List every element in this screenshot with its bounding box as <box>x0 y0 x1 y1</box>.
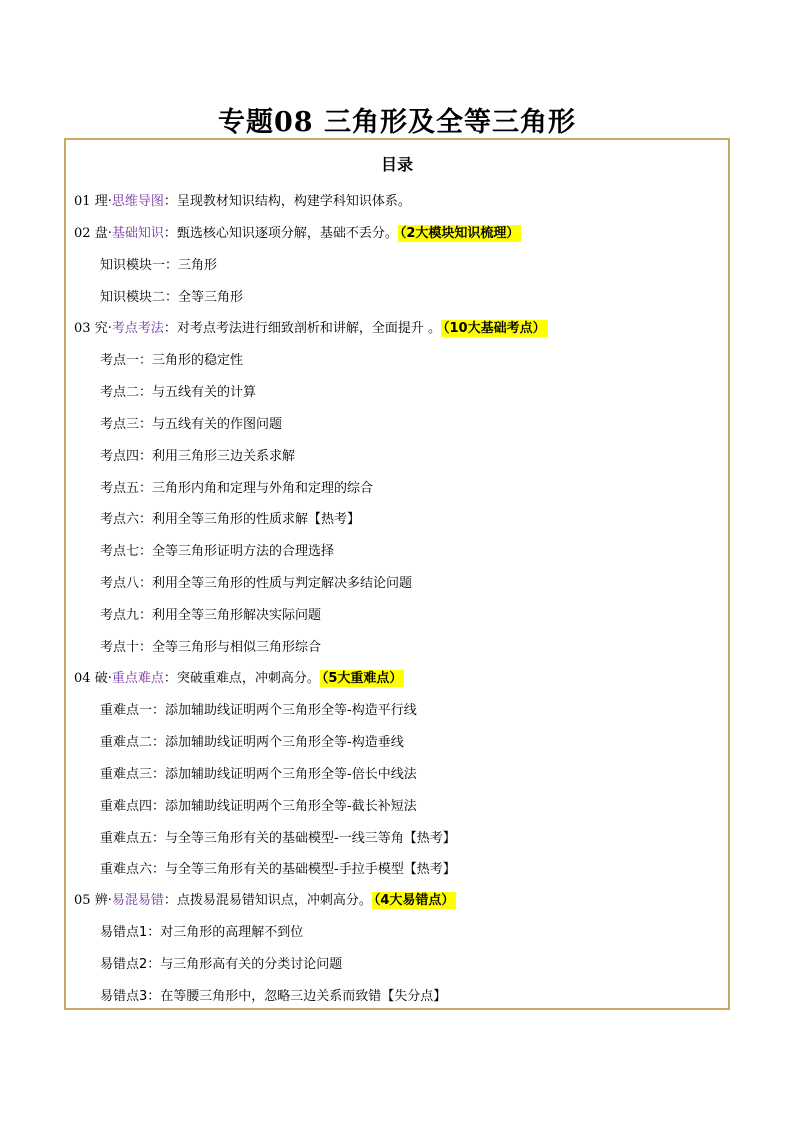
section-badge: （4大易错点） <box>373 893 455 908</box>
section-prefix: 理· <box>94 194 112 209</box>
toc-item[interactable]: 重难点六：与全等三角形有关的基础模型-手拉手模型【热考】 <box>100 862 456 877</box>
toc-section-03[interactable] <box>74 319 548 339</box>
toc-heading: 目录 <box>380 155 413 174</box>
section-number: 05 <box>74 893 91 908</box>
toc-item[interactable]: 考点十：全等三角形与相似三角形综合 <box>100 640 322 655</box>
toc-item[interactable]: 易错点2：与三角形高有关的分类讨论问题 <box>100 957 343 972</box>
section-desc: ：对考点考法进行细致剖析和讲解，全面提升 。 <box>163 321 441 336</box>
toc-item[interactable]: 重难点五：与全等三角形有关的基础模型-一线三等角【热考】 <box>100 831 456 846</box>
toc-item[interactable]: 考点五：三角形内角和定理与外角和定理的综合 <box>100 481 374 496</box>
section-badge: （2大模块知识梳理） <box>399 226 520 241</box>
toc-item[interactable]: 重难点二：添加辅助线证明两个三角形全等-构造垂线 <box>100 735 404 750</box>
toc-item[interactable]: 知识模块二：全等三角形 <box>100 290 244 305</box>
toc-section-04[interactable] <box>74 669 404 689</box>
section-desc: ：点拨易混易错知识点，冲刺高分。 <box>163 893 372 908</box>
toc-item[interactable]: 易错点3：在等腰三角形中，忽略三边关系而致错【失分点】 <box>100 989 447 1004</box>
section-badge: （10大基础考点） <box>442 321 546 336</box>
toc-box <box>64 138 730 1010</box>
toc-item[interactable]: 易错点1：对三角形的高理解不到位 <box>100 925 304 940</box>
toc-item[interactable]: 考点一：三角形的稳定性 <box>100 353 244 368</box>
section-number: 02 <box>74 226 91 241</box>
section-prefix: 破· <box>94 671 112 686</box>
toc-item[interactable]: 重难点三：添加辅助线证明两个三角形全等-倍长中线法 <box>100 767 417 782</box>
toc-item[interactable]: 考点七：全等三角形证明方法的合理选择 <box>100 544 335 559</box>
toc-item[interactable]: 重难点一：添加辅助线证明两个三角形全等-构造平行线 <box>100 703 417 718</box>
section-prefix: 究· <box>94 321 112 336</box>
toc-item[interactable]: 考点四：利用三角形三边关系求解 <box>100 449 296 464</box>
section-desc: ：呈现教材知识结构，构建学科知识体系。 <box>163 194 411 209</box>
section-desc: ：甄选核心知识逐项分解，基础不丢分。 <box>163 226 398 241</box>
toc-item[interactable]: 考点八：利用全等三角形的性质与判定解决多结论问题 <box>100 576 413 591</box>
toc-section-01[interactable] <box>74 192 411 212</box>
section-keyword: 重点难点 <box>111 671 164 686</box>
toc-item[interactable]: 考点六：利用全等三角形的性质求解【热考】 <box>100 512 361 527</box>
section-number: 01 <box>74 194 91 209</box>
toc-item[interactable]: 重难点四：添加辅助线证明两个三角形全等-截长补短法 <box>100 799 417 814</box>
toc-item[interactable]: 考点二：与五线有关的计算 <box>100 385 257 400</box>
section-number: 04 <box>74 671 91 686</box>
toc-section-05[interactable] <box>74 891 456 911</box>
toc-item[interactable]: 知识模块一：三角形 <box>100 258 218 273</box>
section-desc: ：突破重难点，冲刺高分。 <box>163 671 320 686</box>
toc-item[interactable]: 考点九：利用全等三角形解决实际问题 <box>100 608 322 623</box>
section-keyword: 基础知识 <box>111 226 164 241</box>
section-badge: （5大重难点） <box>321 671 403 686</box>
section-keyword: 易混易错 <box>111 893 164 908</box>
section-prefix: 盘· <box>94 226 112 241</box>
toc-section-02[interactable] <box>74 224 521 244</box>
page-title: 专题08 三角形及全等三角形 <box>218 107 576 138</box>
section-prefix: 辨· <box>94 893 112 908</box>
section-number: 03 <box>74 321 91 336</box>
section-keyword: 考点考法 <box>111 321 164 336</box>
section-keyword: 思维导图 <box>111 194 164 209</box>
toc-item[interactable]: 考点三：与五线有关的作图问题 <box>100 417 283 432</box>
